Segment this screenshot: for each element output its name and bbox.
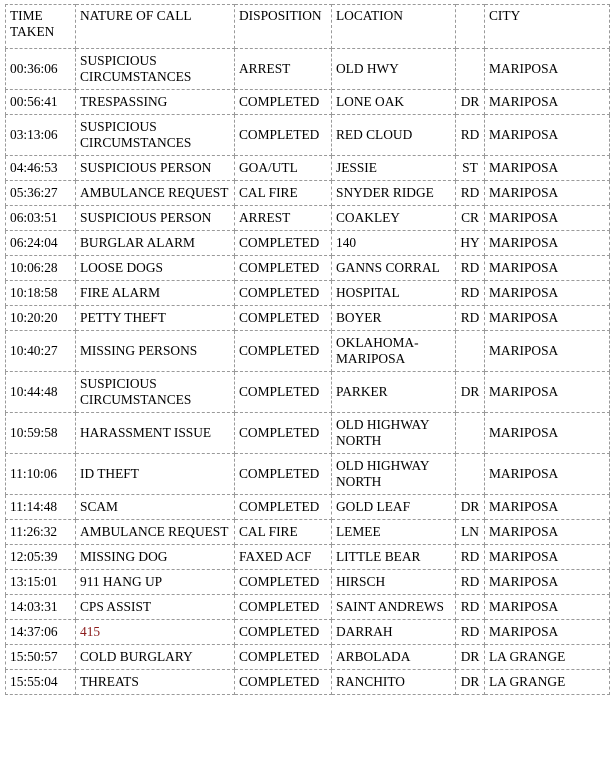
table-row	[6, 49, 610, 90]
cell-time: 10:20:20	[6, 306, 76, 331]
cell-nature: TRESPASSING	[76, 90, 235, 115]
cell-time: 06:03:51	[6, 206, 76, 231]
cell-location: JESSIE	[332, 156, 456, 181]
cell-suffix	[456, 331, 485, 372]
cell-suffix: HY	[456, 231, 485, 256]
cell-location: GOLD LEAF	[332, 495, 456, 520]
cell-time: 00:56:41	[6, 90, 76, 115]
cell-suffix: DR	[456, 495, 485, 520]
cell-city: MARIPOSA	[485, 181, 610, 206]
table-row	[6, 181, 610, 206]
table-row	[6, 595, 610, 620]
cell-location: HOSPITAL	[332, 281, 456, 306]
table-row	[6, 206, 610, 231]
cell-suffix: RD	[456, 281, 485, 306]
cell-location: RED CLOUD	[332, 115, 456, 156]
table-row	[6, 545, 610, 570]
cell-time: 10:18:58	[6, 281, 76, 306]
cell-nature: SUSPICIOUS CIRCUMSTANCES	[76, 49, 235, 90]
cell-city: MARIPOSA	[485, 454, 610, 495]
cell-time: 04:46:53	[6, 156, 76, 181]
cell-nature: CPS ASSIST	[76, 595, 235, 620]
header-nature: NATURE OF CALL	[76, 5, 235, 49]
cell-nature: AMBULANCE REQUEST	[76, 181, 235, 206]
cell-nature: SCAM	[76, 495, 235, 520]
cell-location: ARBOLADA	[332, 645, 456, 670]
cell-suffix: ST	[456, 156, 485, 181]
table-row	[6, 520, 610, 545]
cell-time: 11:26:32	[6, 520, 76, 545]
cell-time: 03:13:06	[6, 115, 76, 156]
table-row	[6, 115, 610, 156]
cell-city: MARIPOSA	[485, 595, 610, 620]
cell-disposition: COMPLETED	[235, 454, 332, 495]
table-row	[6, 331, 610, 372]
cell-location: SNYDER RIDGE	[332, 181, 456, 206]
cell-location: LONE OAK	[332, 90, 456, 115]
table-row	[6, 281, 610, 306]
cell-suffix: DR	[456, 670, 485, 695]
cell-location: SAINT ANDREWS	[332, 595, 456, 620]
cell-nature: MISSING DOG	[76, 545, 235, 570]
cell-suffix: RD	[456, 256, 485, 281]
cell-disposition: COMPLETED	[235, 645, 332, 670]
cell-disposition: COMPLETED	[235, 115, 332, 156]
cell-disposition: CAL FIRE	[235, 520, 332, 545]
cell-suffix	[456, 454, 485, 495]
cell-city: MARIPOSA	[485, 90, 610, 115]
cell-time: 10:06:28	[6, 256, 76, 281]
cell-time: 00:36:06	[6, 49, 76, 90]
header-time: TIME TAKEN	[6, 5, 76, 49]
cell-suffix: CR	[456, 206, 485, 231]
cell-time: 11:10:06	[6, 454, 76, 495]
table-row	[6, 156, 610, 181]
cell-suffix	[456, 49, 485, 90]
table-row	[6, 645, 610, 670]
header-row	[6, 5, 610, 49]
cell-nature: COLD BURGLARY	[76, 645, 235, 670]
cell-city: MARIPOSA	[485, 306, 610, 331]
cell-nature: LOOSE DOGS	[76, 256, 235, 281]
cell-time: 05:36:27	[6, 181, 76, 206]
cell-location: OLD HWY	[332, 49, 456, 90]
header-disposition: DISPOSITION	[235, 5, 332, 49]
cell-suffix: RD	[456, 545, 485, 570]
cell-city: MARIPOSA	[485, 372, 610, 413]
cell-location: GANNS CORRAL	[332, 256, 456, 281]
cell-nature: HARASSMENT ISSUE	[76, 413, 235, 454]
cell-location: PARKER	[332, 372, 456, 413]
cell-time: 15:50:57	[6, 645, 76, 670]
table-row	[6, 372, 610, 413]
cell-city: LA GRANGE	[485, 645, 610, 670]
cell-city: MARIPOSA	[485, 495, 610, 520]
table-row	[6, 90, 610, 115]
cell-city: MARIPOSA	[485, 115, 610, 156]
table-row	[6, 495, 610, 520]
cell-location: RANCHITO	[332, 670, 456, 695]
cell-nature: FIRE ALARM	[76, 281, 235, 306]
cell-nature: AMBULANCE REQUEST	[76, 520, 235, 545]
cell-suffix	[456, 413, 485, 454]
cell-city: MARIPOSA	[485, 49, 610, 90]
cell-disposition: COMPLETED	[235, 306, 332, 331]
cell-nature: ID THEFT	[76, 454, 235, 495]
cell-city: MARIPOSA	[485, 331, 610, 372]
cell-location: DARRAH	[332, 620, 456, 645]
cell-city: MARIPOSA	[485, 620, 610, 645]
cell-suffix: RD	[456, 115, 485, 156]
cell-disposition: COMPLETED	[235, 413, 332, 454]
cell-nature: SUSPICIOUS PERSON	[76, 156, 235, 181]
cell-location: OLD HIGHWAY NORTH	[332, 454, 456, 495]
table-row	[6, 670, 610, 695]
cell-disposition: COMPLETED	[235, 570, 332, 595]
cell-nature: SUSPICIOUS CIRCUMSTANCES	[76, 115, 235, 156]
cell-time: 10:44:48	[6, 372, 76, 413]
cell-time: 06:24:04	[6, 231, 76, 256]
table-row	[6, 413, 610, 454]
cell-time: 12:05:39	[6, 545, 76, 570]
cell-disposition: COMPLETED	[235, 331, 332, 372]
header-location: LOCATION	[332, 5, 456, 49]
cell-city: MARIPOSA	[485, 231, 610, 256]
cell-location: OLD HIGHWAY NORTH	[332, 413, 456, 454]
cell-disposition: COMPLETED	[235, 90, 332, 115]
cell-nature: SUSPICIOUS PERSON	[76, 206, 235, 231]
cell-disposition: COMPLETED	[235, 372, 332, 413]
table-row	[6, 256, 610, 281]
table-row	[6, 570, 610, 595]
cell-disposition: COMPLETED	[235, 595, 332, 620]
cell-suffix: RD	[456, 306, 485, 331]
cell-disposition: ARREST	[235, 206, 332, 231]
cell-disposition: COMPLETED	[235, 256, 332, 281]
cell-disposition: CAL FIRE	[235, 181, 332, 206]
table-row	[6, 620, 610, 645]
cell-disposition: GOA/UTL	[235, 156, 332, 181]
table-row	[6, 231, 610, 256]
cell-disposition: COMPLETED	[235, 281, 332, 306]
cell-city: MARIPOSA	[485, 256, 610, 281]
cell-city: MARIPOSA	[485, 156, 610, 181]
call-log-table	[5, 4, 610, 695]
cell-location: LITTLE BEAR	[332, 545, 456, 570]
cell-nature: MISSING PERSONS	[76, 331, 235, 372]
cell-city: MARIPOSA	[485, 520, 610, 545]
cell-nature: 911 HANG UP	[76, 570, 235, 595]
cell-suffix: RD	[456, 620, 485, 645]
cell-time: 10:59:58	[6, 413, 76, 454]
cell-disposition: ARREST	[235, 49, 332, 90]
header-city: CITY	[485, 5, 610, 49]
cell-time: 14:37:06	[6, 620, 76, 645]
cell-disposition: FAXED ACF	[235, 545, 332, 570]
cell-city: MARIPOSA	[485, 281, 610, 306]
cell-disposition: COMPLETED	[235, 620, 332, 645]
cell-nature: THREATS	[76, 670, 235, 695]
cell-suffix: DR	[456, 645, 485, 670]
cell-city: LA GRANGE	[485, 670, 610, 695]
cell-city: MARIPOSA	[485, 413, 610, 454]
cell-city: MARIPOSA	[485, 570, 610, 595]
cell-location: OKLAHOMA-MARIPOSA	[332, 331, 456, 372]
cell-location: HIRSCH	[332, 570, 456, 595]
cell-suffix: RD	[456, 570, 485, 595]
call-log-body	[6, 49, 610, 695]
cell-location: 140	[332, 231, 456, 256]
cell-disposition: COMPLETED	[235, 495, 332, 520]
table-row	[6, 454, 610, 495]
cell-city: MARIPOSA	[485, 545, 610, 570]
cell-location: BOYER	[332, 306, 456, 331]
cell-time: 10:40:27	[6, 331, 76, 372]
cell-nature: BURGLAR ALARM	[76, 231, 235, 256]
cell-suffix: DR	[456, 372, 485, 413]
cell-disposition: COMPLETED	[235, 231, 332, 256]
cell-time: 11:14:48	[6, 495, 76, 520]
cell-time: 15:55:04	[6, 670, 76, 695]
cell-nature: SUSPICIOUS CIRCUMSTANCES	[76, 372, 235, 413]
cell-city: MARIPOSA	[485, 206, 610, 231]
cell-suffix: RD	[456, 181, 485, 206]
cell-suffix: RD	[456, 595, 485, 620]
cell-location: LEMEE	[332, 520, 456, 545]
cell-suffix: LN	[456, 520, 485, 545]
cell-time: 14:03:31	[6, 595, 76, 620]
cell-suffix: DR	[456, 90, 485, 115]
table-row	[6, 306, 610, 331]
header-suffix	[456, 5, 485, 49]
cell-nature: PETTY THEFT	[76, 306, 235, 331]
cell-time: 13:15:01	[6, 570, 76, 595]
cell-disposition: COMPLETED	[235, 670, 332, 695]
cell-nature: 415	[76, 620, 235, 645]
cell-location: COAKLEY	[332, 206, 456, 231]
